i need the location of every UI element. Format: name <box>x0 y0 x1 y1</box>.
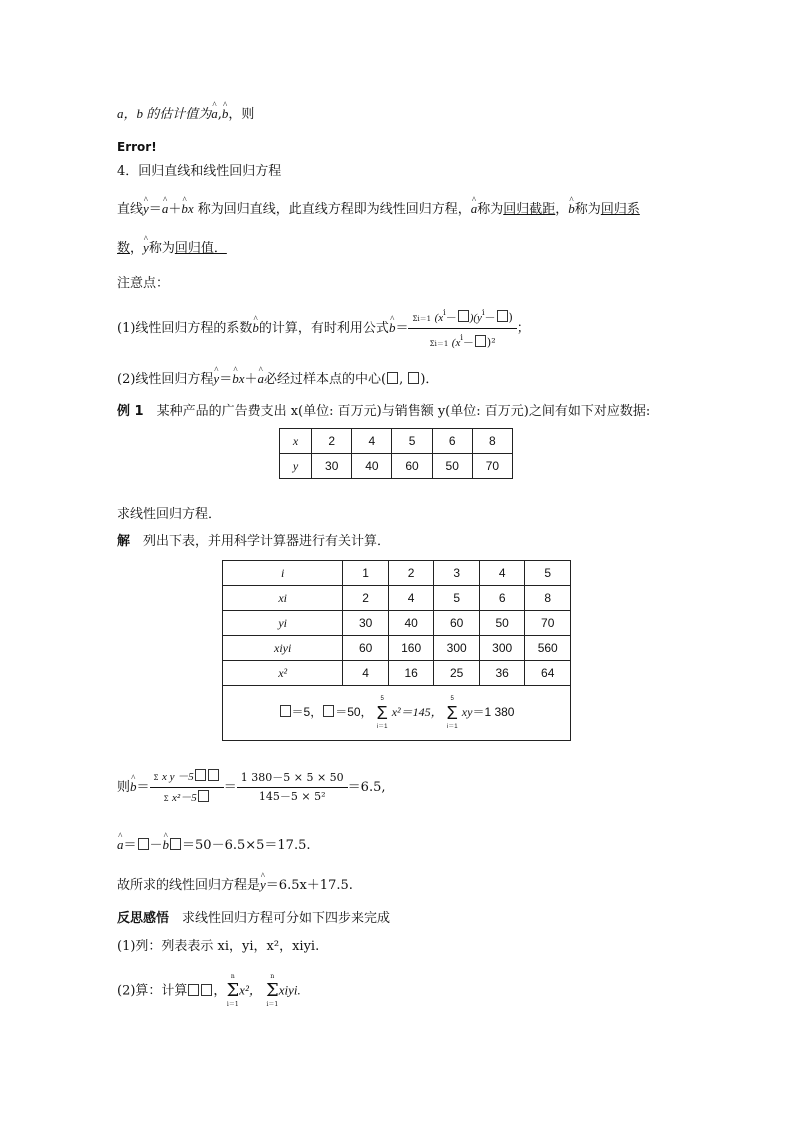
notes-title: 注意点： <box>117 276 170 291</box>
calc-table-row <box>223 561 571 586</box>
calc-table-row <box>223 636 571 661</box>
step-2: (2)算：计算 ， n Σ i＝1 x²， n Σ i＝1 xiyi. <box>117 973 301 1008</box>
note-1: (1)线性回归方程的系数^ b的计算，有时利用公式^ b＝ $\frac{\Sigma i=1 (x^i- )(y^i- )}{\Sigma i=1 (x^i- )^2}$ ； <box>117 306 530 350</box>
solution-line: 解 列出下表，并用科学计算器进行有关计算． <box>117 534 391 549</box>
table-cell: 5 <box>525 561 571 586</box>
b-hat: ^ b <box>222 106 229 122</box>
table-cell: 300 <box>479 636 525 661</box>
calc-summary-row <box>223 686 571 741</box>
table-cell: 60 <box>392 454 432 479</box>
table-cell: 50 <box>479 611 525 636</box>
table-cell: 4 <box>343 661 389 686</box>
table-cell: 8 <box>472 429 512 454</box>
calc-table-row <box>223 586 571 611</box>
table-cell: 64 <box>525 661 571 686</box>
table-cell: 160 <box>388 636 434 661</box>
definition-line-1: 直线^ y＝^ a＋^ bx 称为回归直线，此直线方程即为线性回归方程，^ a称为回归截距，^ b称为回归系 <box>117 201 640 218</box>
calc-table-row <box>223 661 571 686</box>
table-cell: i <box>223 561 343 586</box>
regression-formula: $\frac{\Sigma i=1 (x^i- )(y^i- )}{\Sigma i=1 (x^i- )^2}$ <box>408 306 516 351</box>
task-line: 求线性回归方程． <box>117 507 222 522</box>
y-bar-symbol <box>408 372 419 384</box>
x-bar-symbol <box>387 372 398 384</box>
table-cell: 6 <box>432 429 472 454</box>
table-cell: 3 <box>434 561 480 586</box>
calc-table-row <box>223 611 571 636</box>
table-cell: 5 <box>392 429 432 454</box>
table-cell: 6 <box>479 586 525 611</box>
table-cell: 2 <box>388 561 434 586</box>
table-cell: 1 <box>343 561 389 586</box>
table-cell: 30 <box>343 611 389 636</box>
table-cell: 30 <box>312 454 352 479</box>
term-intercept: 回归截距 <box>503 202 556 217</box>
data-table-row <box>280 429 513 454</box>
conclusion-line: 故所求的线性回归方程是^ y＝6.5x＋17.5. <box>117 877 353 894</box>
term-value: 回归值． <box>174 241 227 256</box>
table-cell: 60 <box>343 636 389 661</box>
table-cell: 70 <box>525 611 571 636</box>
table-cell: 60 <box>434 611 480 636</box>
table-cell: yi <box>223 611 343 636</box>
data-table <box>279 428 513 479</box>
term-coefficient: 回归系 <box>600 202 640 217</box>
table-cell: 4 <box>352 429 392 454</box>
table-cell: 25 <box>434 661 480 686</box>
note-2: (2)线性回归方程^ y＝^ bx＋^ a必经过样本点的中心( , )． <box>117 371 438 388</box>
example-1: 例 1 某种产品的广告费支出 x(单位: 百万元)与销售额 y(单位: 百万元)之间有如下对应数据: <box>117 404 651 419</box>
table-cell: 8 <box>525 586 571 611</box>
calc-b-line: 则^ b＝ $\frac{\text{Σ x y －5}}{\text{Σ x²－5}}$ ＝ $\frac{1 380-5 \times 5 \times 50}{\text{145－5 × 5²}}$ ＝6.5, <box>117 765 385 809</box>
definition-line-2: 数，^ y称为回归值． <box>117 240 227 257</box>
intro-line: a，b 的估计值为^ a,^ b，则 <box>117 106 254 123</box>
table-cell: 5 <box>434 586 480 611</box>
table-cell: 70 <box>472 454 512 479</box>
table-cell: 16 <box>388 661 434 686</box>
table-cell: x² <box>223 661 343 686</box>
table-cell: 2 <box>343 586 389 611</box>
table-cell: 40 <box>388 611 434 636</box>
section-heading: 4．回归直线和线性回归方程 <box>117 164 282 179</box>
table-cell: 560 <box>525 636 571 661</box>
table-cell: xi <box>223 586 343 611</box>
table-cell: 4 <box>479 561 525 586</box>
table-cell: y <box>280 454 312 479</box>
table-cell: 40 <box>352 454 392 479</box>
calc-a-line: ^ a＝ －^ b ＝50－6.5×5＝17.5. <box>117 837 311 854</box>
table-cell: 2 <box>312 429 352 454</box>
step-1: (1)列：列表表示 xi，yi，x²，xiyi. <box>117 939 320 954</box>
table-cell: xiyi <box>223 636 343 661</box>
table-cell: 4 <box>388 586 434 611</box>
summary-cell: ＝5， ＝50， 5 Σ i＝1 x²＝145， 5 Σ i＝1 xy＝1 380 <box>223 686 571 741</box>
a-hat: ^ a <box>211 106 218 122</box>
table-cell: 300 <box>434 636 480 661</box>
table-cell: 50 <box>432 454 472 479</box>
reflection-line: 反思感悟 求线性回归方程可分如下四步来完成 <box>117 911 391 926</box>
data-table-row <box>280 454 513 479</box>
table-cell: 36 <box>479 661 525 686</box>
calc-table <box>222 560 571 741</box>
table-cell: x <box>280 429 312 454</box>
error-line: Error! <box>117 140 157 154</box>
